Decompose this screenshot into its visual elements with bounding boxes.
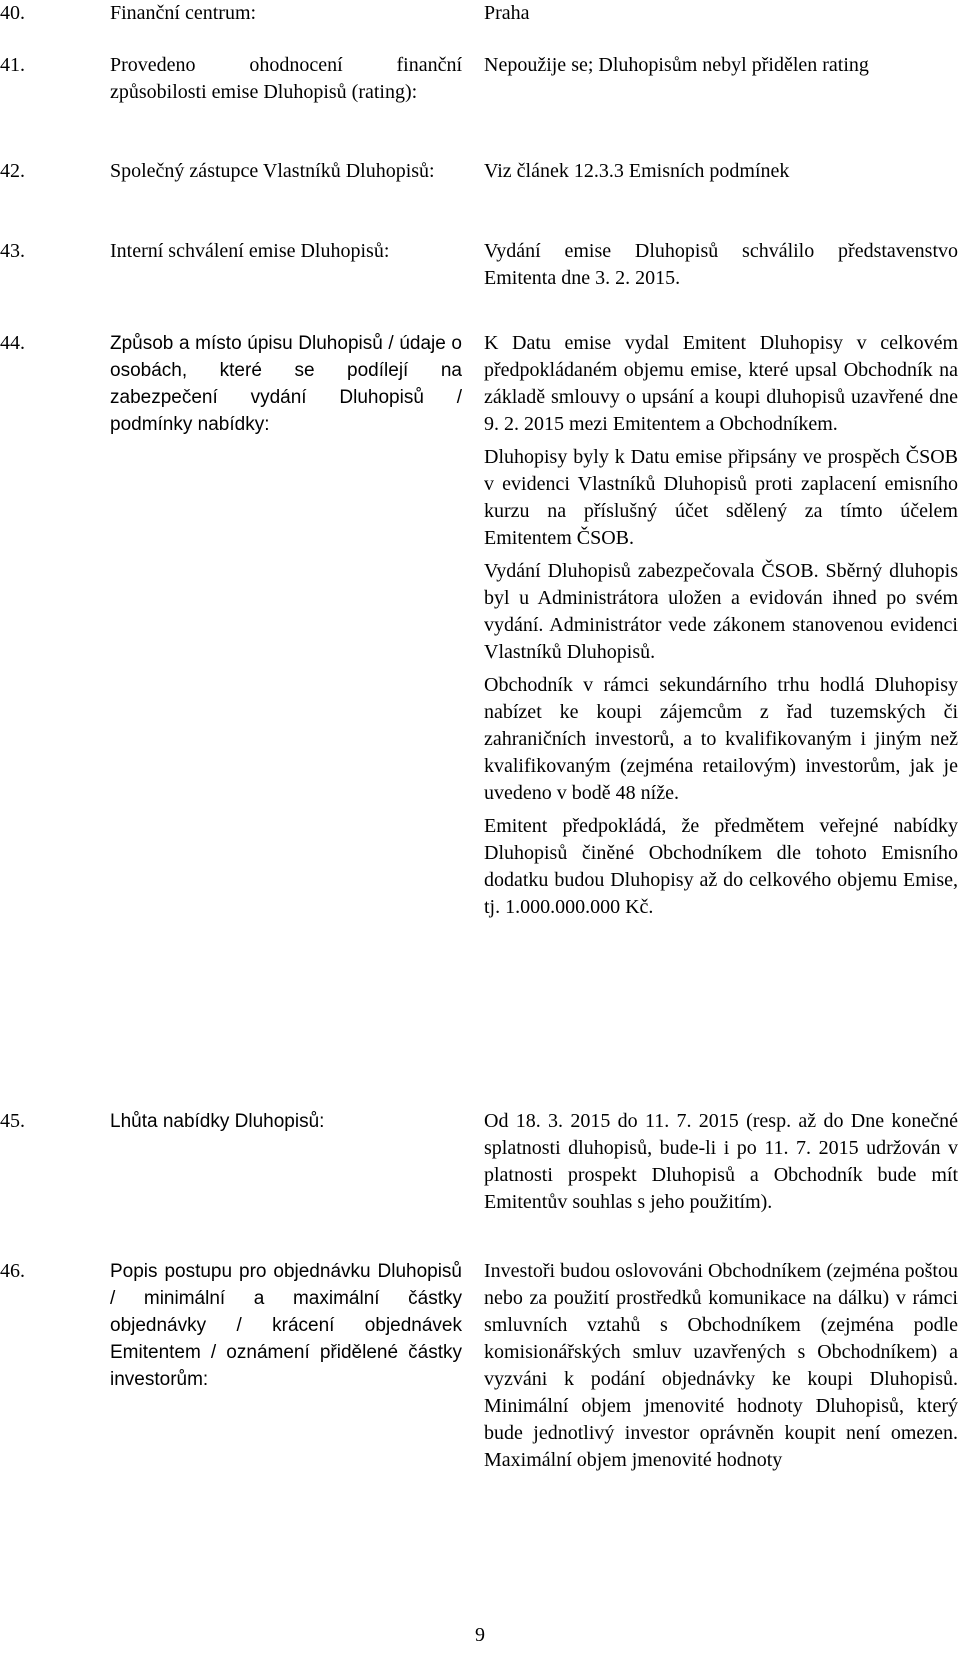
value-paragraph: K Datu emise vydal Emitent Dluhopisy v celkovém předpokládaném objemu emise, které upsal Obchodník na základě smlouvy o upsání a koupi dluhopisů uzavřené dne 9. 2. 2015 mezi Emitentem a Obchodníkem. bbox=[484, 332, 958, 435]
item-label: Popis postupu pro objednávku Dluhopisů / minimální a maximální částky objednávky / krácení objednávek Emitentem / oznámení přidělené částky investorům: bbox=[110, 1261, 462, 1390]
item-value bbox=[484, 238, 958, 292]
item-value bbox=[484, 330, 958, 921]
page-number: 9 bbox=[475, 1624, 485, 1646]
item-label: Lhůta nabídky Dluhopisů: bbox=[110, 1111, 325, 1132]
item-value bbox=[484, 52, 958, 79]
item-value bbox=[484, 0, 958, 27]
value-paragraph: Obchodník v rámci sekundárního trhu hodlá Dluhopisy nabízet ke koupi zájemcům z řad tuzemských či zahraničních investorů, a to kvalifikovaným i jiným než kvalifikovaným (zejména retailovým) investorům, jak je uvedeno v bodě 48 níže. bbox=[484, 674, 958, 804]
value-paragraph: Nepoužije se; Dluhopisům nebyl přidělen rating bbox=[484, 54, 869, 76]
item-number: 43. bbox=[0, 240, 25, 262]
item-number: 44. bbox=[0, 332, 25, 354]
value-paragraph: Od 18. 3. 2015 do 11. 7. 2015 (resp. až do Dne konečné splatnosti dluhopisů, bude-li i po 11. 7. 2015 udržován v platnosti prospekt Dluhopisů a Obchodník bude mít Emitentův souhlas s jeho použitím). bbox=[484, 1110, 958, 1213]
item-number: 45. bbox=[0, 1110, 25, 1132]
value-paragraph: Vydání emise Dluhopisů schválilo představenstvo Emitenta dne 3. 2. 2015. bbox=[484, 240, 958, 289]
item-number: 42. bbox=[0, 160, 25, 182]
value-paragraph: Emitent předpokládá, že předmětem veřejné nabídky Dluhopisů činěné Obchodníkem dle tohoto Emisního dodatku budou Dluhopisy až do celkového objemu Emise, tj. 1.000.000.000 Kč. bbox=[484, 815, 958, 918]
value-paragraph: Investoři budou oslovováni Obchodníkem (zejména poštou nebo za použití prostředků komunikace na dálku) v rámci smluvních vztahů s Obchodníkem (zejména podle komisionářských smluv uzavřených s Obchodníkem) a vyzváni k podání objednávky ke koupi Dluhopisů. Minimální objem jmenovité hodnoty Dluhopisů, který bude jednotlivý investor oprávněn koupit není omezen. Maximální objem jmenovité hodnoty bbox=[484, 1260, 958, 1471]
item-number: 46. bbox=[0, 1260, 25, 1282]
value-paragraph: Vydání Dluhopisů zabezpečovala ČSOB. Sběrný dluhopis byl u Administrátora uložen a evidován ihned po svém vydání. Administrátor vede zákonem stanovenou evidenci Vlastníků Dluhopisů. bbox=[484, 560, 958, 663]
item-label: Společný zástupce Vlastníků Dluhopisů: bbox=[110, 160, 435, 182]
item-number: 40. bbox=[0, 2, 25, 24]
item-label: Finanční centrum: bbox=[110, 2, 257, 24]
item-number: 41. bbox=[0, 54, 25, 76]
item-label: Interní schválení emise Dluhopisů: bbox=[110, 240, 390, 262]
item-label: Způsob a místo úpisu Dluhopisů / údaje o osobách, které se podílejí na zabezpečení vydání Dluhopisů / podmínky nabídky: bbox=[110, 333, 462, 435]
value-paragraph: Praha bbox=[484, 2, 530, 24]
value-paragraph: Viz článek 12.3.3 Emisních podmínek bbox=[484, 160, 790, 182]
value-paragraph: Dluhopisy byly k Datu emise připsány ve prospěch ČSOB v evidenci Vlastníků Dluhopisů proti zaplacení emisního kurzu na příslušný účet sdělený za tímto účelem Emitentem ČSOB. bbox=[484, 446, 958, 549]
item-value bbox=[484, 1108, 958, 1216]
item-value bbox=[484, 158, 958, 185]
item-value bbox=[484, 1258, 958, 1474]
item-label: Provedeno ohodnocení finanční způsobilosti emise Dluhopisů (rating): bbox=[110, 54, 462, 103]
